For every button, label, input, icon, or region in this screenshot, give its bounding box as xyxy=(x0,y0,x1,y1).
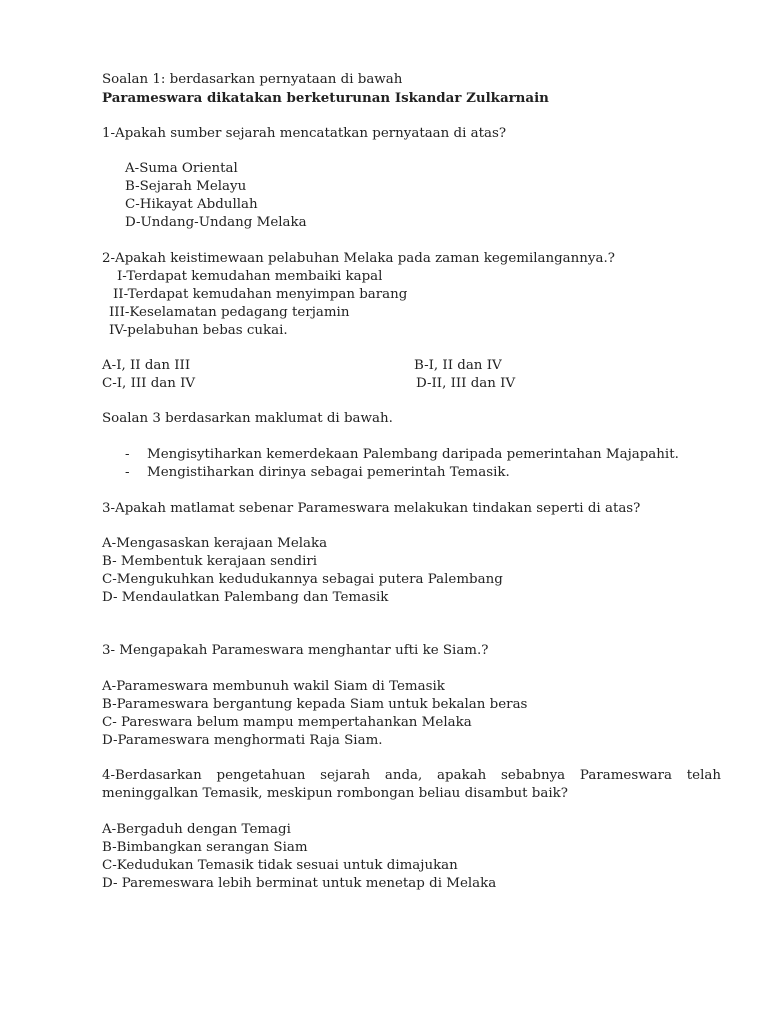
q3-option-c: C-Mengukuhkan kedudukannya sebagai putera Palembang xyxy=(102,572,503,587)
q2-item-1: I-Terdapat kemudahan membaiki kapal xyxy=(117,269,383,284)
q2-item-4: IV-pelabuhan bebas cukai. xyxy=(109,323,288,338)
q2-option-c: C-I, III dan IV xyxy=(102,376,196,391)
q3-bullet-marker-1: - xyxy=(125,447,130,462)
intro-heading: Soalan 1: berdasarkan pernyataan di bawah xyxy=(102,72,403,87)
q3-bullet-1: Mengisytiharkan kemerdekaan Palembang daripada pemerintahan Majapahit. xyxy=(147,447,679,462)
q3-option-b: B- Membentuk kerajaan sendiri xyxy=(102,554,318,569)
q3-intro: Soalan 3 berdasarkan maklumat di bawah. xyxy=(102,411,393,426)
q3-option-a: A-Mengasaskan kerajaan Melaka xyxy=(102,536,328,551)
q4-option-d: D- Paremeswara lebih berminat untuk menetap di Melaka xyxy=(102,876,497,891)
q4-option-b: B-Bimbangkan serangan Siam xyxy=(102,840,308,855)
intro-statement: Parameswara dikatakan berketurunan Iskandar Zulkarnain xyxy=(102,90,549,106)
q3-bullet-marker-2: - xyxy=(125,465,130,480)
q3b-option-c: C- Pareswara belum mampu mempertahankan Melaka xyxy=(102,715,472,730)
q2-option-d: D-II, III dan IV xyxy=(416,376,516,391)
q2-item-2: II-Terdapat kemudahan menyimpan barang xyxy=(113,287,408,302)
question-3: 3-Apakah matlamat sebenar Parameswara melakukan tindakan seperti di atas? xyxy=(102,501,641,516)
q3b-option-a: A-Parameswara membunuh wakil Siam di Temasik xyxy=(102,679,445,694)
q3-option-d: D- Mendaulatkan Palembang dan Temasik xyxy=(102,590,389,605)
q1-option-d: D-Undang-Undang Melaka xyxy=(125,215,307,230)
q4-option-a: A-Bergaduh dengan Temagi xyxy=(102,822,291,837)
question-4: 4-Berdasarkan pengetahuan sejarah anda, apakah sebabnya Parameswara telah meninggalkan Temasik, meskipun rombongan beliau disambut baik? xyxy=(102,768,721,801)
question-3b: 3- Mengapakah Parameswara menghantar ufti ke Siam.? xyxy=(102,643,489,658)
q1-option-a: A-Suma Oriental xyxy=(125,161,238,176)
question-2: 2-Apakah keistimewaan pelabuhan Melaka pada zaman kegemilangannya.? xyxy=(102,251,615,266)
question-1: 1-Apakah sumber sejarah mencatatkan pernyataan di atas? xyxy=(102,126,507,141)
q2-option-b: B-I, II dan IV xyxy=(414,358,502,373)
q2-item-3: III-Keselamatan pedagang terjamin xyxy=(109,305,350,320)
q4-option-c: C-Kedudukan Temasik tidak sesuai untuk dimajukan xyxy=(102,858,458,873)
q3b-option-b: B-Parameswara bergantung kepada Siam untuk bekalan beras xyxy=(102,697,528,712)
q3-bullet-2: Mengistiharkan dirinya sebagai pemerintah Temasik. xyxy=(147,465,510,480)
q1-option-c: C-Hikayat Abdullah xyxy=(125,197,258,212)
q3b-option-d: D-Parameswara menghormati Raja Siam. xyxy=(102,733,383,748)
q1-option-b: B-Sejarah Melayu xyxy=(125,179,247,194)
q2-option-a: A-I, II dan III xyxy=(102,358,191,373)
